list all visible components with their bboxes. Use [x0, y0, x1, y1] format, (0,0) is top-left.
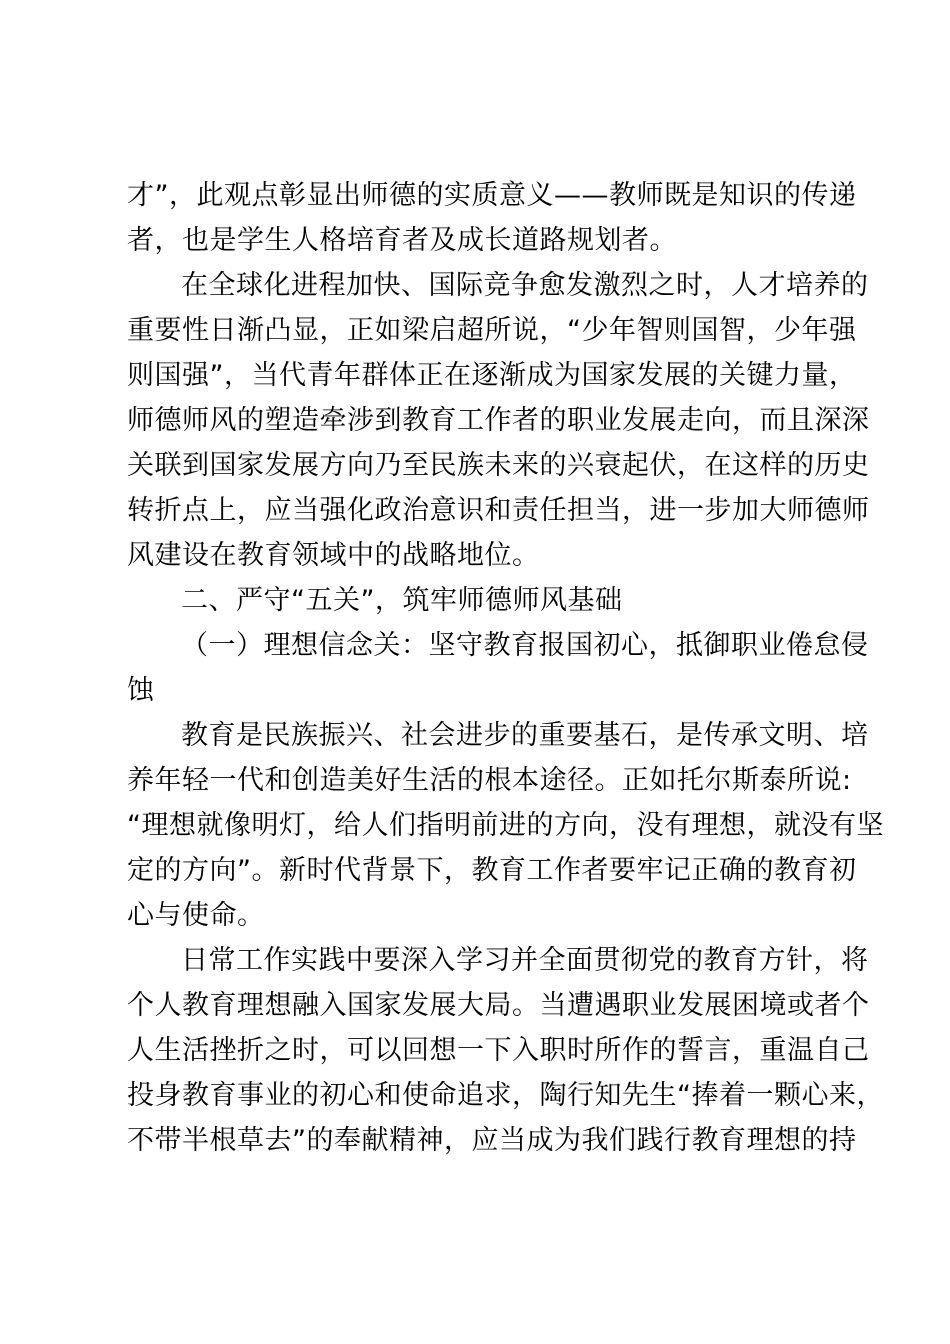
- text-line: 定的方向”。新时代背景下，教育工作者要牢记正确的教育初: [127, 855, 857, 886]
- text-line: 投身教育事业的初心和使命追求，陶行知先生“捧着一颗心来，: [127, 1080, 884, 1111]
- body-text: [127, 173, 884, 1163]
- text-line: 转折点上，应当强化政治意识和责任担当，进一步加大师德师: [127, 495, 870, 526]
- text-line: 人生活挫折之时，可以回想一下入职时所作的誓言，重温自己: [127, 1035, 870, 1066]
- text-line: 则国强”，当代青年群体正在逐渐成为国家发展的关键力量，: [127, 360, 857, 391]
- text-line: 关联到国家发展方向乃至民族未来的兴衰起伏，在这样的历史: [127, 450, 870, 481]
- paragraph-start-line: 在全球化进程加快、国际竞争愈发激烈之时，人才培养的: [181, 270, 869, 301]
- text-line: 不带半根草去”的奉献精神，应当成为我们践行教育理想的持: [127, 1125, 857, 1156]
- subsection-heading: （一）理想信念关：坚守教育报国初心，抵御职业倦怠侵: [181, 630, 869, 661]
- subsection-heading-continued: 蚀: [127, 675, 155, 706]
- text-line: 者，也是学生人格培育者及成长道路规划者。: [127, 225, 677, 256]
- text-line: 师德师风的塑造牵涉到教育工作者的职业发展走向，而且深深: [127, 405, 870, 436]
- text-line: 风建设在教育领域中的战略地位。: [127, 540, 540, 571]
- text-line: 个人教育理想融入国家发展大局。当遭遇职业发展困境或者个: [127, 990, 870, 1021]
- paragraph-start-line: 日常工作实践中要深入学习并全面贯彻党的教育方针，将: [181, 945, 869, 976]
- text-line: 养年轻一代和创造美好生活的根本途径。正如托尔斯泰所说:: [127, 765, 852, 796]
- text-line: 重要性日渐凸显，正如梁启超所说，“少年智则国智，少年强: [127, 315, 857, 346]
- paragraph-start-line: 教育是民族振兴、社会进步的重要基石，是传承文明、培: [181, 720, 869, 751]
- text-line: 心与使命。: [127, 900, 265, 931]
- text-line: “理想就像明灯，给人们指明前进的方向，没有理想，就没有坚: [127, 810, 884, 841]
- section-heading: 二、严守“五关”，筑牢师德师风基础: [181, 585, 623, 616]
- text-line: 才”，此观点彰显出师德的实质意义——教师既是知识的传递: [127, 180, 857, 211]
